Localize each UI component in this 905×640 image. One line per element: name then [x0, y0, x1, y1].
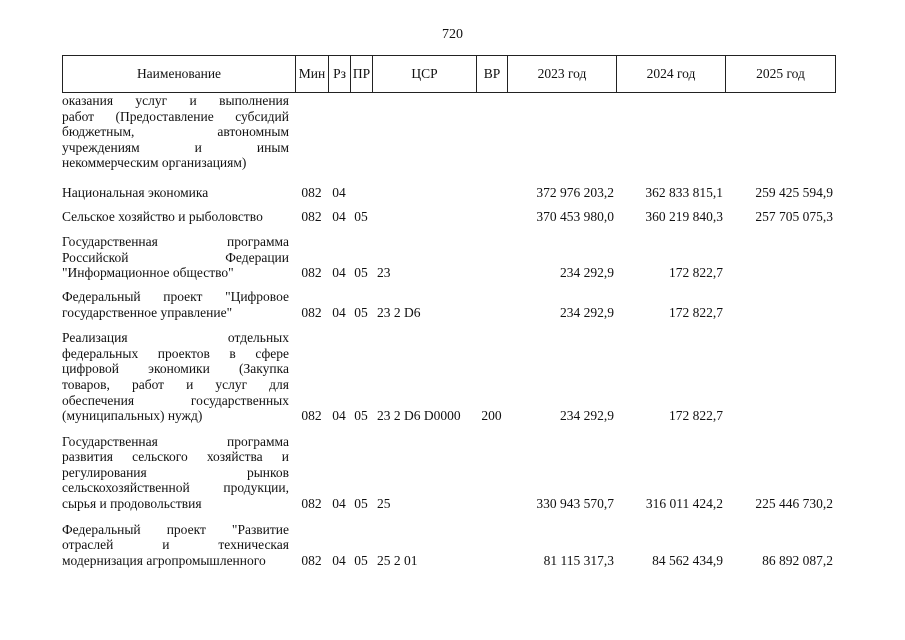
cell-rz: 04: [332, 552, 346, 568]
row-name-line: Сельское хозяйство и рыболовство: [62, 208, 263, 224]
row-name-line: некоммерческим организациям): [62, 155, 247, 171]
cell-min: 082: [301, 496, 322, 512]
cell-min: 082: [301, 208, 322, 224]
cell-min: 082: [301, 552, 322, 568]
header-name: Наименование: [63, 56, 296, 93]
cell-pr: 05: [354, 496, 368, 512]
cell-min: [295, 155, 328, 171]
cell-vr: [476, 209, 507, 225]
cell-y2025: 259 425 594,9: [755, 184, 833, 200]
cell-y2023: 234 292,9: [560, 304, 614, 320]
cell-y2023: 81 115 317,3: [543, 552, 614, 568]
cell-rz: 04: [332, 208, 346, 224]
cell-y2025: [725, 265, 835, 281]
cell-y2023: [507, 155, 616, 171]
cell-y2023: 330 943 570,7: [536, 496, 614, 512]
page-number: 720: [442, 27, 463, 42]
cell-y2025: [725, 408, 835, 424]
cell-y2024: 172 822,7: [669, 304, 723, 320]
cell-csr: 25: [377, 496, 391, 512]
cell-pr: [350, 185, 372, 201]
row-name-line: отраслей и техническая: [62, 537, 289, 553]
cell-y2023: 370 453 980,0: [536, 208, 614, 224]
header-vr: ВР: [477, 56, 508, 93]
row-name: [62, 234, 295, 281]
cell-y2024: 172 822,7: [669, 265, 723, 281]
cell-pr: 05: [354, 552, 368, 568]
cell-min: 082: [301, 408, 322, 424]
cell-pr: 05: [354, 408, 368, 424]
cell-min: 082: [301, 265, 322, 281]
cell-y2023: 234 292,9: [560, 408, 614, 424]
header-2023: 2023 год: [508, 56, 617, 93]
row-name-line: Государственная программа: [62, 234, 289, 250]
cell-y2023: 372 976 203,2: [536, 184, 614, 200]
cell-y2025: [725, 305, 835, 321]
cell-y2025: 225 446 730,2: [755, 496, 833, 512]
row-name-line: Государственная программа: [62, 433, 289, 449]
cell-vr: [476, 155, 507, 171]
cell-rz: [328, 155, 350, 171]
cell-min: 082: [301, 184, 322, 200]
row-name-line: Федеральный проект "Цифровое: [62, 288, 289, 304]
row-name-line: бюджетным, автономным: [62, 124, 289, 140]
header-pr: ПР: [351, 56, 373, 93]
row-name-line: модернизация агропромышленного: [62, 552, 266, 568]
row-name-line: учреждениям и иным: [62, 139, 289, 155]
row-name: [62, 185, 295, 201]
cell-y2024: 362 833 815,1: [645, 184, 723, 200]
table-body: [62, 93, 847, 568]
cell-y2023: 234 292,9: [560, 265, 614, 281]
table-row: [62, 234, 847, 281]
row-name-line: (муниципальных) нужд): [62, 408, 203, 424]
cell-csr: 23: [377, 265, 391, 281]
row-name: [62, 434, 295, 512]
cell-y2024: 172 822,7: [669, 408, 723, 424]
cell-pr: 05: [354, 304, 368, 320]
cell-rz: 04: [332, 265, 346, 281]
row-name: [62, 289, 295, 320]
row-name: [62, 93, 295, 171]
row-name-line: Российской Федерации: [62, 249, 289, 265]
header-min: Мин: [296, 56, 329, 93]
row-name-line: Реализация отдельных: [62, 330, 289, 346]
row-name: [62, 522, 295, 569]
row-name-line: развития сельского хозяйства и: [62, 449, 289, 465]
cell-vr: [476, 305, 507, 321]
row-name-line: "Информационное общество": [62, 265, 234, 281]
cell-csr: 23 2 D6 D0000: [377, 408, 461, 424]
table-header: [62, 55, 836, 93]
cell-pr: 05: [354, 265, 368, 281]
table-row: [62, 522, 847, 569]
table-row: [62, 289, 847, 320]
cell-rz: 04: [332, 408, 346, 424]
header-2025: 2025 год: [726, 56, 836, 93]
row-name-line: оказания услуг и выполнения: [62, 93, 289, 108]
row-name-line: федеральных проектов в сфере: [62, 345, 289, 361]
row-name: [62, 209, 295, 225]
cell-csr: [372, 155, 476, 171]
header-csr: ЦСР: [373, 56, 477, 93]
cell-csr: [372, 185, 476, 201]
cell-y2024: 316 011 424,2: [645, 496, 723, 512]
cell-vr: [476, 496, 507, 512]
row-name-line: Национальная экономика: [62, 184, 209, 200]
cell-y2025: 257 705 075,3: [755, 208, 833, 224]
cell-pr: [350, 155, 372, 171]
cell-rz: 04: [332, 184, 346, 200]
row-name-line: обеспечения государственных: [62, 392, 289, 408]
cell-csr: [372, 209, 476, 225]
cell-y2025: 86 892 087,2: [762, 552, 833, 568]
row-name-line: товаров, работ и услуг для: [62, 376, 289, 392]
table-row: [62, 330, 847, 424]
cell-pr: 05: [354, 208, 368, 224]
row-name-line: цифровой экономики (Закупка: [62, 361, 289, 377]
row-name-line: государственное управление": [62, 304, 233, 320]
row-name-line: регулирования рынков: [62, 464, 289, 480]
cell-rz: 04: [332, 304, 346, 320]
table-row: [62, 434, 847, 512]
cell-y2025: [725, 155, 835, 171]
row-name-line: сырья и продовольствия: [62, 496, 202, 512]
table-row: [62, 185, 847, 201]
cell-y2024: [616, 155, 725, 171]
cell-min: 082: [301, 304, 322, 320]
cell-vr: 200: [481, 408, 502, 424]
cell-y2024: 84 562 434,9: [652, 552, 723, 568]
cell-vr: [476, 553, 507, 569]
row-name: [62, 330, 295, 424]
row-name-line: работ (Предоставление субсидий: [62, 108, 289, 124]
cell-y2024: 360 219 840,3: [645, 208, 723, 224]
table-row: [62, 93, 847, 171]
cell-csr: 25 2 01: [377, 552, 418, 568]
cell-vr: [476, 265, 507, 281]
cell-csr: 23 2 D6: [377, 304, 421, 320]
table-row: [62, 209, 847, 225]
cell-rz: 04: [332, 496, 346, 512]
row-name-line: Федеральный проект "Развитие: [62, 521, 289, 537]
header-2024: 2024 год: [617, 56, 726, 93]
row-name-line: сельскохозяйственной продукции,: [62, 480, 289, 496]
header-rz: Рз: [329, 56, 351, 93]
cell-vr: [476, 185, 507, 201]
